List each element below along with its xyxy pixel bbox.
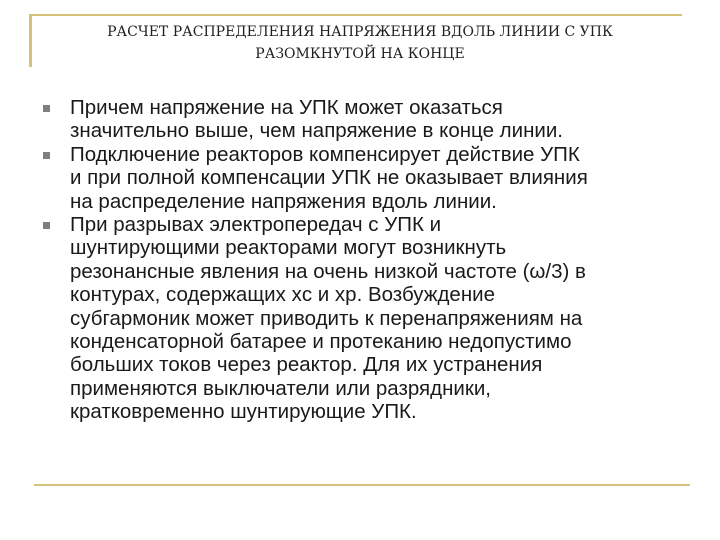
square-bullet-icon bbox=[43, 105, 50, 112]
square-bullet-icon bbox=[43, 152, 50, 159]
bullet-text: При разрывах электропередач с УПК и шунтирующими реакторами могут возникнуть резонансные явления на очень низкой частоте (ω/3) в контурах, содержащих xc и xp. Возбуждение субгармоник может приводить к перенапряжениям на конденсаторной батарее и протеканию недопустимо больших токов через реактор. Для их устранения применяются выключатели или разрядники, кратковременно шунтирующие УПК. bbox=[70, 213, 586, 424]
bullet-list bbox=[40, 96, 690, 424]
bullet-text: Подключение реакторов компенсирует действие УПК и при полной компенсации УПК не оказывает влияния на распределение напряжения вдоль линии. bbox=[70, 142, 588, 213]
square-bullet-icon bbox=[43, 222, 50, 229]
bullet-item bbox=[40, 213, 690, 424]
bullet-item bbox=[40, 143, 690, 213]
bullet-item bbox=[40, 96, 690, 143]
slide-title-line-2: РАЗОМКНУТОЙ НА КОНЦЕ bbox=[255, 46, 465, 62]
slide-title bbox=[50, 21, 670, 65]
frame-top-line bbox=[29, 14, 682, 16]
frame-left-line bbox=[29, 14, 32, 67]
slide-title-line-1: РАСЧЕТ РАСПРЕДЕЛЕНИЯ НАПРЯЖЕНИЯ ВДОЛЬ ЛИНИИ С УПК bbox=[107, 24, 613, 40]
bullet-text: Причем напряжение на УПК может оказаться значительно выше, чем напряжение в конце линии. bbox=[70, 96, 564, 143]
frame-bottom-line bbox=[34, 484, 690, 486]
